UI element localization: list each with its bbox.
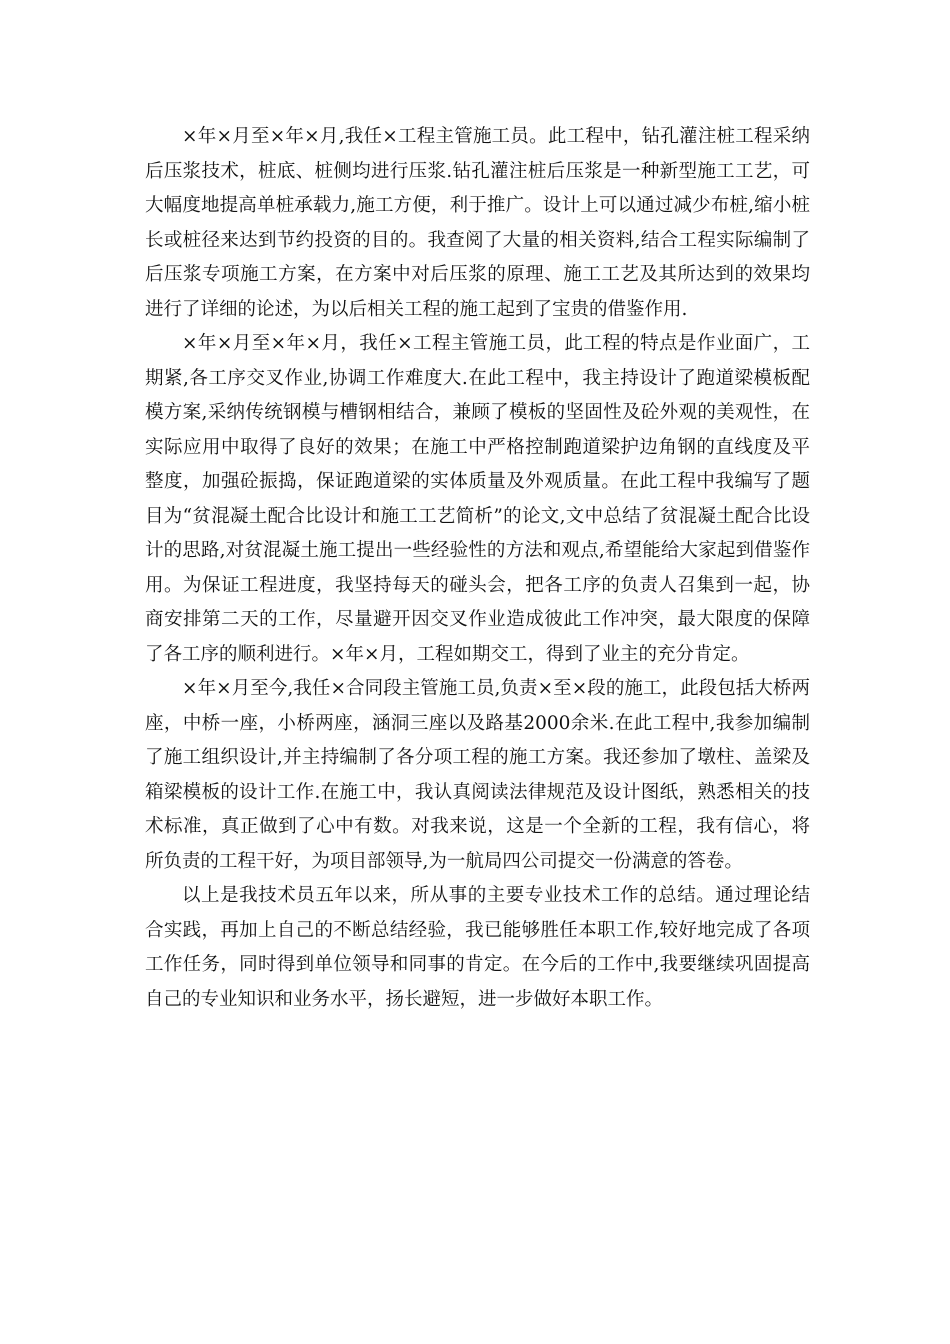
paragraph-4: 以上是我技术员五年以来，所从事的主要专业技术工作的总结。通过理论结合实践，再加上自己的不断总结经验，我已能够胜任本职工作,较好地完成了各项工作任务，同时得到单位领导和同事的肯定。在今后的工作中,我要继续巩固提高自己的专业知识和业务水平，扬长避短，进一步做好本职工作。	[145, 885, 810, 1010]
paragraph-2: ×年×月至×年×月，我任×工程主管施工员，此工程的特点是作业面广，工期紧,各工序交叉作业,协调工作难度大.在此工程中，我主持设计了跑道梁模板配模方案,采纳传统钢模与槽钢相结合，兼顾了模板的坚固性及砼外观的美观性，在实际应用中取得了良好的效果；在施工中严格控制跑道梁护边角钢的直线度及平整度，加强砼振捣，保证跑道梁的实体质量及外观质量。在此工程中我编写了题目为“贫混凝土配合比设计和施工工艺简析”的论文,文中总结了贫混凝土配合比设计的思路,对贫混凝土施工提出一些经验性的方法和观点,希望能给大家起到借鉴作用。为保证工程进度，我坚持每天的碰头会，把各工序的负责人召集到一起，协商安排第二天的工作，尽量避开因交叉作业造成彼此工作冲突，最大限度的保障了各工序的顺利进行。×年×月，工程如期交工，得到了业主的充分肯定。	[145, 333, 810, 665]
document-body	[145, 120, 810, 1017]
paragraph-3: ×年×月至今,我任×合同段主管施工员,负责×至×段的施工，此段包括大桥两座，中桥一座，小桥两座，涵洞三座以及路基2000余米.在此工程中,我参加编制了施工组织设计,并主持编制了各分项工程的施工方案。我还参加了墩柱、盖梁及箱梁模板的设计工作.在施工中，我认真阅读法律规范及设计图纸，熟悉相关的技术标准，真正做到了心中有数。对我来说，这是一个全新的工程，我有信心，将所负责的工程干好，为项目部领导,为一航局四公司提交一份满意的答卷。	[145, 678, 810, 872]
paragraph-1: ×年×月至×年×月,我任×工程主管施工员。此工程中，钻孔灌注桩工程采纳后压浆技术，桩底、桩侧均进行压浆.钻孔灌注桩后压浆是一种新型施工工艺，可大幅度地提高单桩承载力,施工方便，利于推广。设计上可以通过减少布桩,缩小桩长或桩径来达到节约投资的目的。我查阅了大量的相关资料,结合工程实际编制了后压浆专项施工方案，在方案中对后压浆的原理、施工工艺及其所达到的效果均进行了详细的论述，为以后相关工程的施工起到了宝贵的借鉴作用.	[145, 126, 810, 320]
